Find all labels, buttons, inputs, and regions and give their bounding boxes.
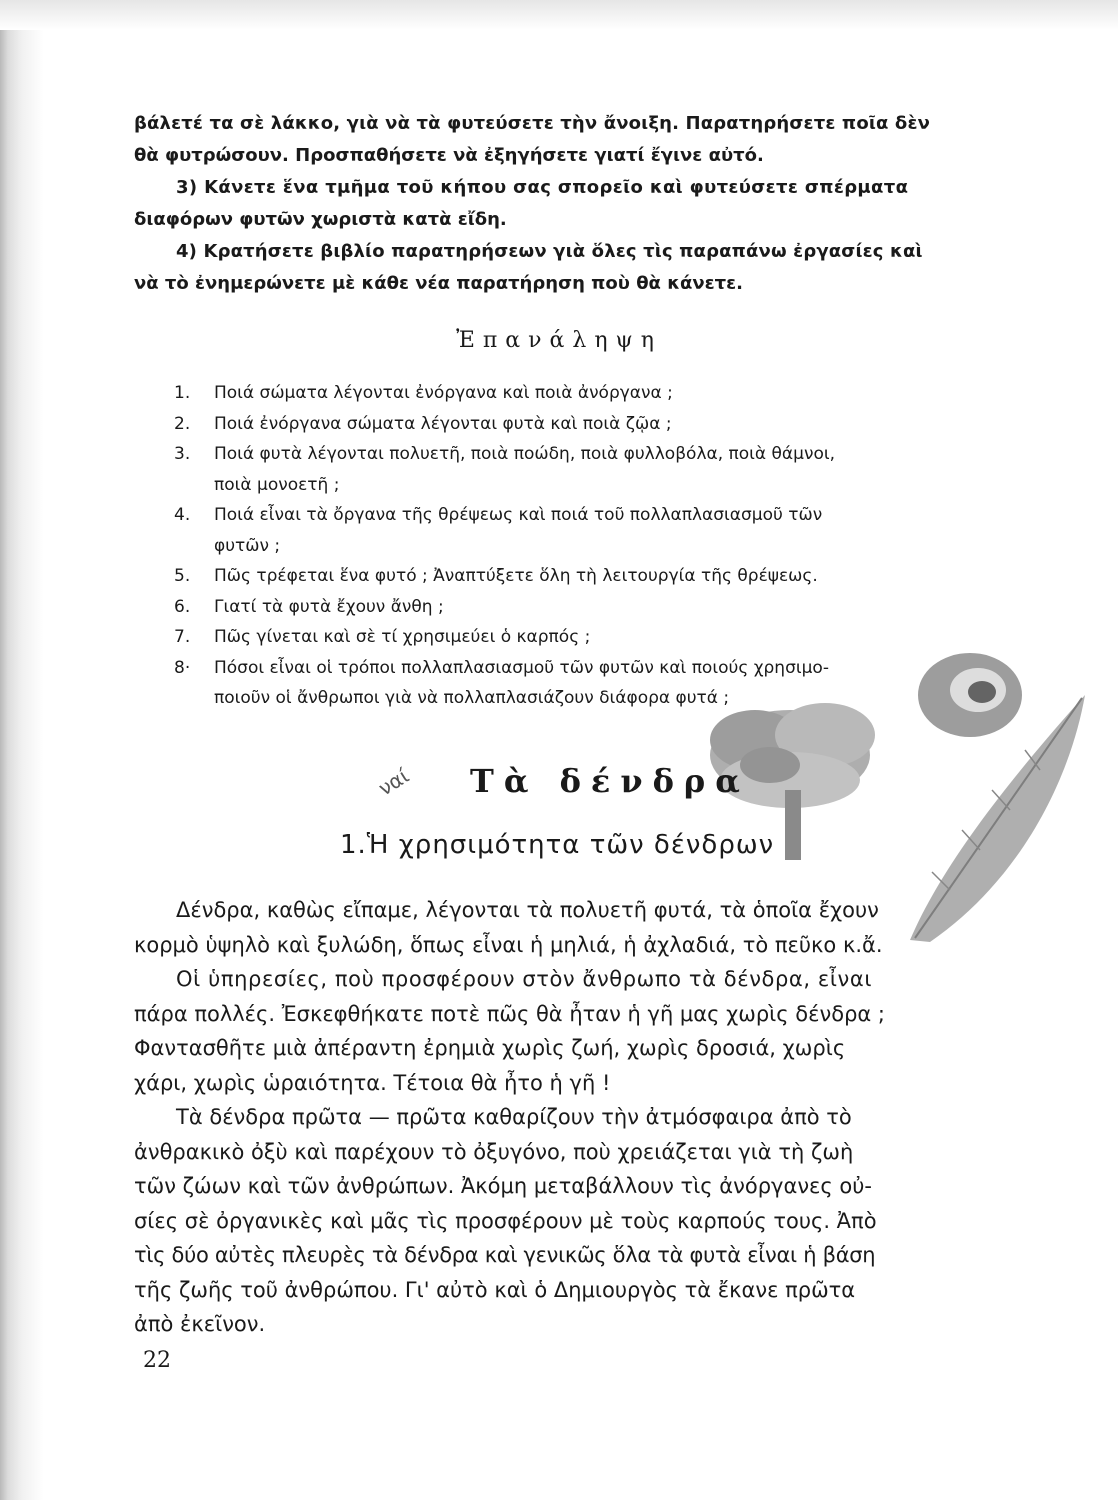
question-number: 4. bbox=[174, 505, 191, 525]
question-number: 1. bbox=[174, 383, 191, 403]
body-line: σίες σὲ ὀργανικὲς καὶ μᾶς τὶς προσφέρουν μὲ τοὺς καρπούς τους. Ἀπὸ bbox=[134, 1208, 877, 1233]
body-line: κορμὸ ὑψηλὸ καὶ ξυλώδη, ὅπως εἶναι ἡ μηλιά, ἡ ἀχλαδιά, τὸ πεῦκο κ.ἄ. bbox=[134, 932, 883, 957]
body-line: ἀνθρακικὸ ὀξὺ καὶ παρέχουν τὸ ὀξυγόνο, ποὺ χρειάζεται γιὰ τὴ ζωὴ bbox=[134, 1139, 854, 1164]
question-text: Ποιά φυτὰ λέγονται πολυετῆ, ποιὰ ποώδη, ποιὰ φυλλοβόλα, ποιὰ θάμνοι, bbox=[214, 444, 836, 464]
question-item bbox=[174, 500, 1074, 531]
question-text: Ποιά σώματα λέγονται ἐνόργανα καὶ ποιὰ ἀνόργανα ; bbox=[214, 383, 673, 403]
body-line: Οἱ ὑπηρεσίες, ποὺ προσφέρουν στὸν ἄνθρωπο τὰ δένδρα, εἶναι bbox=[176, 967, 873, 991]
question-item bbox=[174, 592, 1074, 623]
body-line: τῶν ζώων καὶ τῶν ἀνθρώπων. Ἀκόμη μεταβάλλουν τὶς ἀνόργανες οὐ- bbox=[134, 1174, 872, 1198]
question-text: Ποιά ἐνόργανα σώματα λέγονται φυτὰ καὶ ποιὰ ζῷα ; bbox=[214, 413, 672, 434]
section-title: Τὰ δένδρα bbox=[470, 762, 750, 800]
question-text-continued: ποιοῦν οἱ ἄνθρωποι γιὰ νὰ πολλαπλασιάζουν διάφορα φυτά ; bbox=[214, 688, 730, 708]
question-number: 8· bbox=[174, 657, 191, 678]
question-number: 2. bbox=[174, 413, 191, 434]
question-text: Ποιά εἶναι τὰ ὄργανα τῆς θρέψεως καὶ ποιά τοῦ πολλαπλασιασμοῦ τῶν bbox=[214, 505, 823, 525]
review-title: Ἐπανάληψη bbox=[456, 328, 662, 353]
question-number: 6. bbox=[174, 596, 191, 617]
body-line: τῆς ζωῆς τοῦ ἀνθρώπου. Γι' αὐτὸ καὶ ὁ Δημιουργὸς τὰ ἔκανε πρῶτα bbox=[134, 1277, 856, 1302]
page-number: 22 bbox=[143, 1348, 171, 1373]
body-line: χάρι, χωρὶς ὡραιότητα. Τέτοια θὰ ἦτο ἡ γῆ ! bbox=[134, 1070, 611, 1095]
body-line: Τὰ δένδρα πρῶτα — πρῶτα καθαρίζουν τὴν ἀτμόσφαιρα ἀπὸ τὸ bbox=[176, 1105, 852, 1129]
handwritten-note: ναί bbox=[374, 763, 414, 801]
exercise-line: νὰ τὸ ἐνημερώνετε μὲ κάθε νέα παρατήρηση ποὺ θὰ κάνετε. bbox=[134, 273, 743, 294]
question-number: 7. bbox=[174, 627, 191, 647]
question-number: 3. bbox=[174, 444, 191, 464]
chestnut-icon bbox=[918, 653, 1022, 737]
exercise-line: διαφόρων φυτῶν χωριστὰ κατὰ εἴδη. bbox=[134, 209, 507, 230]
exercise-block bbox=[134, 108, 1076, 300]
body-line: πάρα πολλές. Ἐσκεφθήκατε ποτὲ πῶς θὰ ἦταν ἡ γῆ μας χωρὶς δένδρα ; bbox=[134, 1001, 885, 1026]
question-number: 5. bbox=[174, 566, 191, 586]
exercise-line: θὰ φυτρώσουν. Προσπαθήσετε νὰ ἐξηγήσετε γιατί ἔγινε αὐτό. bbox=[134, 145, 764, 166]
question-item bbox=[174, 561, 1074, 592]
question-item bbox=[174, 378, 1074, 409]
page-binding-shadow bbox=[0, 0, 44, 1500]
section-subtitle: 1.Ἡ χρησιμότητα τῶν δένδρων bbox=[340, 830, 775, 860]
body-line: Φαντασθῆτε μιὰ ἀπέραντη ἐρημιὰ χωρὶς ζωή, χωρὶς δροσιά, χωρὶς bbox=[134, 1036, 846, 1060]
question-text: Πῶς γίνεται καὶ σὲ τί χρησιμεύει ὁ καρπός ; bbox=[214, 627, 591, 647]
question-text-continued: ποιὰ μονοετῆ ; bbox=[214, 474, 340, 495]
question-text: Πόσοι εἶναι οἱ τρόποι πολλαπλασιασμοῦ τῶν φυτῶν καὶ ποιούς χρησιμο- bbox=[214, 657, 829, 678]
question-text: Πῶς τρέφεται ἕνα φυτό ; Ἀναπτύξετε ὅλη τὴ λειτουργία τῆς θρέψεως. bbox=[214, 566, 818, 586]
exercise-line: 3) Κάνετε ἕνα τμῆμα τοῦ κήπου σας σπορεῖο καὶ φυτεύσετε σπέρματα bbox=[176, 177, 909, 198]
body-line: τὶς δύο αὐτὲς πλευρὲς τὰ δένδρα καὶ γενικῶς ὅλα τὰ φυτὰ εἶναι ἡ βάση bbox=[134, 1243, 876, 1267]
question-text: Γιατί τὰ φυτὰ ἔχουν ἄνθη ; bbox=[214, 596, 444, 617]
question-item bbox=[174, 439, 1074, 470]
question-text-continued: φυτῶν ; bbox=[214, 535, 281, 556]
body-line: ἀπὸ ἐκεῖνον. bbox=[134, 1312, 266, 1336]
exercise-line: 4) Κρατήσετε βιβλίο παρατηρήσεων γιὰ ὅλες τὶς παραπάνω ἐργασίες καὶ bbox=[176, 241, 923, 262]
page-top-shadow bbox=[0, 0, 1118, 30]
exercise-line: βάλετέ τα σὲ λάκκο, γιὰ νὰ τὰ φυτεύσετε τὴν ἄνοιξη. Παρατηρήσετε ποῖα δὲν bbox=[134, 113, 931, 134]
body-line: Δένδρα, καθὼς εἴπαμε, λέγονται τὰ πολυετῆ φυτά, τὰ ὁποῖα ἔχουν bbox=[176, 898, 879, 922]
question-item bbox=[174, 409, 1074, 440]
body-paragraphs bbox=[134, 893, 1076, 1342]
